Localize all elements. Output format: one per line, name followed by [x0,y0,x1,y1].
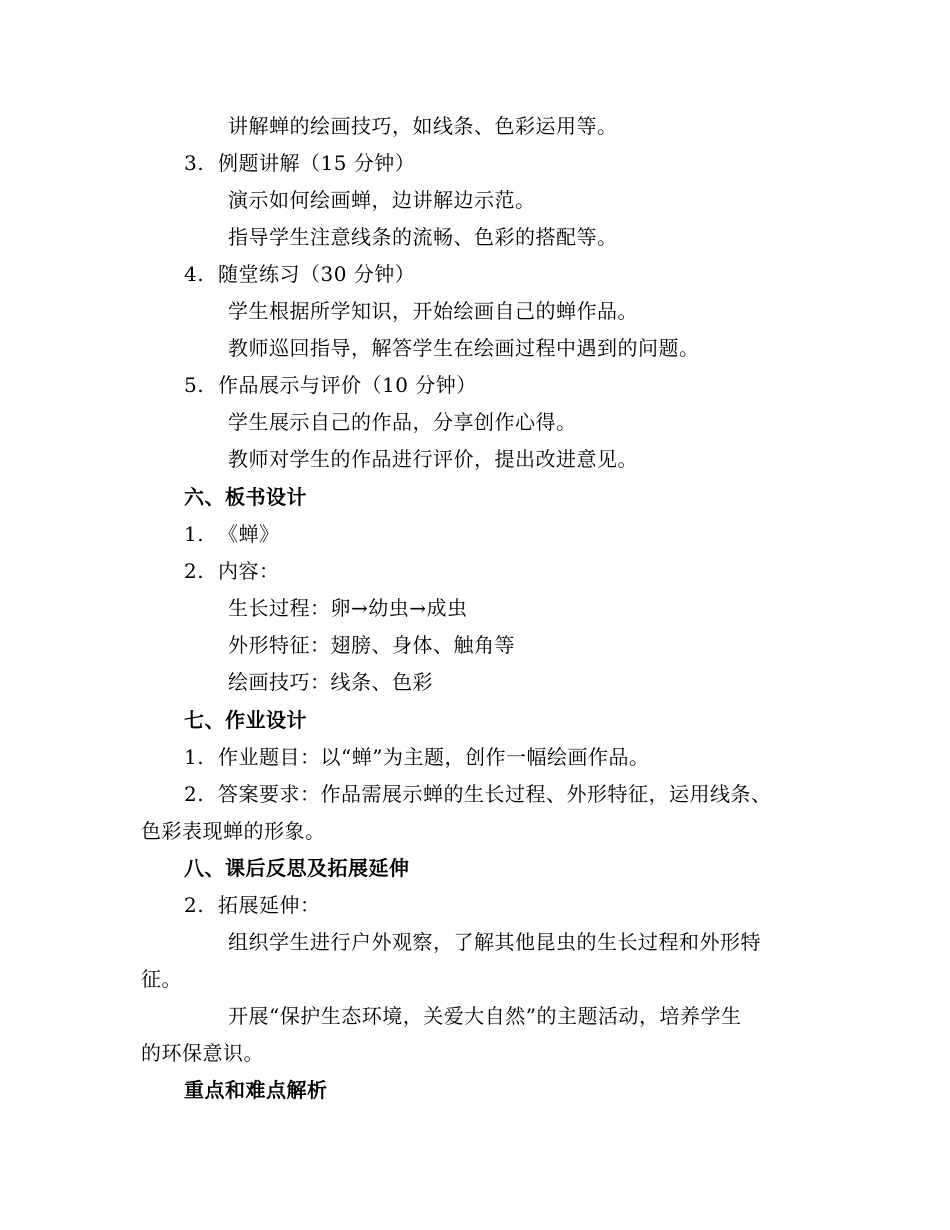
text-line [228,446,638,472]
list-text: 答案要求：作品需展示蝉的生长过程、外形特征，运用线条、 [218,782,772,806]
line-text: 演示如何绘画蝉，边讲解边示范。 [228,188,536,212]
list-item [184,558,280,584]
line-text: 绘画技巧：线条、色彩 [228,670,433,694]
line-text: 开展“保护生态环境，关爱大自然”的主题活动，培养学生 [228,1004,742,1028]
list-number: 2. [184,559,205,583]
line-text: 的环保意识。 [141,1041,264,1065]
line-text: 教师巡回指导，解答学生在绘画过程中遇到的问题。 [228,336,700,360]
heading-text: 八、课后反思及拓展延伸 [184,856,410,880]
text-line [228,335,700,361]
list-item [184,892,321,918]
line-text: 组织学生进行户外观察，了解其他昆虫的生长过程和外形特 [228,930,761,954]
text-line [228,669,433,695]
list-text: 作品展示与评价（10 分钟） [218,373,477,397]
line-text: 教师对学生的作品进行评价，提出改进意见。 [228,447,638,471]
text-line [141,818,326,844]
list-text: 例题讲解（15 分钟） [218,151,416,175]
list-number: 1. [184,745,205,769]
line-text: 外形特征：翅膀、身体、触角等 [228,633,515,657]
line-text: 学生根据所学知识，开始绘画自己的蝉作品。 [228,299,638,323]
heading-text: 重点和难点解析 [184,1078,328,1102]
list-item [184,372,477,398]
list-item [184,781,772,807]
text-line [228,632,515,658]
list-text: 作业题目：以“蝉”为主题，创作一幅绘画作品。 [218,745,650,769]
list-number: 2. [184,782,205,806]
text-line [228,595,468,621]
line-text: 讲解蝉的绘画技巧，如线条、色彩运用等。 [228,114,618,138]
list-text: 拓展延伸： [218,893,321,917]
text-line [228,224,618,250]
list-item [184,744,649,770]
line-text: 征。 [141,967,182,991]
list-item [184,150,415,176]
line-text: 学生展示自己的作品，分享创作心得。 [228,410,577,434]
text-line [228,113,618,139]
section-heading [184,1077,328,1103]
list-text: 内容： [218,559,280,583]
list-number: 2. [184,893,205,917]
section-heading [184,707,307,733]
line-text: 指导学生注意线条的流畅、色彩的搭配等。 [228,225,618,249]
list-number: 5. [184,373,205,397]
list-number: 1. [184,522,205,546]
list-number: 3. [184,151,205,175]
text-line [141,1040,264,1066]
heading-text: 六、板书设计 [184,485,307,509]
section-heading [184,484,307,510]
text-line [228,298,638,324]
list-number: 4. [184,262,205,286]
heading-text: 七、作业设计 [184,708,307,732]
list-text: 随堂练习（30 分钟） [218,262,416,286]
text-line [228,409,577,435]
text-line [228,929,761,955]
line-text: 生长过程：卵→幼虫→成虫 [228,596,468,620]
list-item [184,261,415,287]
line-text: 色彩表现蝉的形象。 [141,819,326,843]
text-line [228,1003,741,1029]
section-heading [184,855,410,881]
list-text: 《蝉》 [218,522,280,546]
text-line [141,966,182,992]
list-item [184,521,280,547]
text-line [228,187,536,213]
